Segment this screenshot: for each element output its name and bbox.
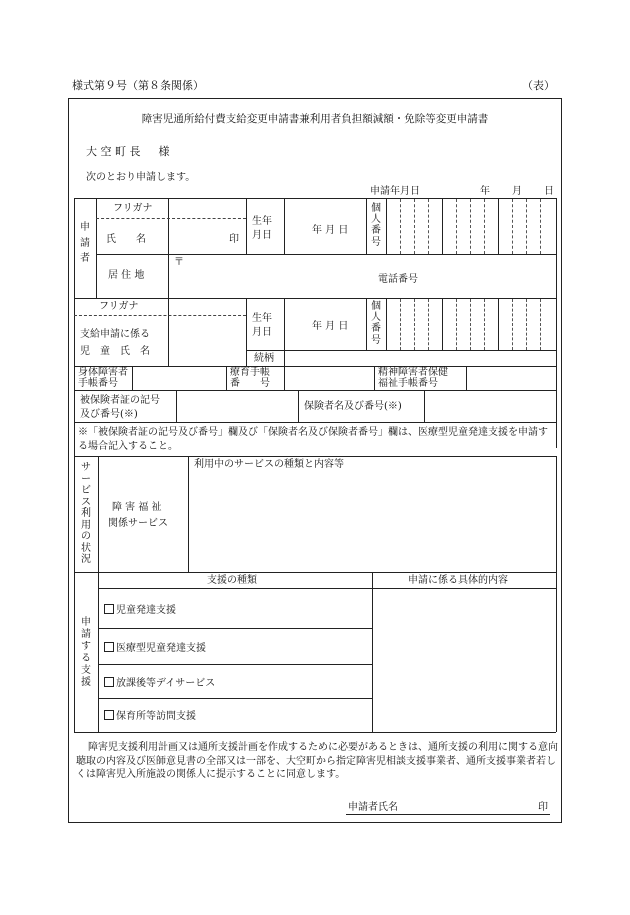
applicant-birth-label: 生年 月日 bbox=[252, 216, 272, 241]
grid-dashed bbox=[96, 218, 246, 219]
digit-divider bbox=[400, 299, 401, 350]
consent-text: 障害児支援利用計画又は通所支援計画を作成するために必要があるときは、通所支援の利用に関する意向聴取の内容及び医師意見書の全部又は一部を、大空町から指定障害児相談支援事業者、通所支援事業者若しくは障害児入所施設の関係人に提示することに同意します。 bbox=[76, 742, 558, 780]
applicant-section-label: 申 請 者 bbox=[80, 222, 90, 264]
checkbox[interactable] bbox=[104, 677, 114, 687]
grid-line bbox=[246, 198, 247, 254]
grid-line bbox=[372, 572, 373, 732]
grid-line bbox=[366, 198, 367, 254]
mental-handbook-label: 精神障害者保健 福祉手帳番号 bbox=[378, 367, 448, 389]
child-birth-label: 生年 月日 bbox=[252, 313, 272, 338]
grid-line bbox=[98, 664, 372, 665]
checkbox[interactable] bbox=[104, 604, 114, 614]
digit-divider bbox=[484, 199, 485, 254]
grid-line bbox=[556, 456, 557, 516]
grid-line bbox=[556, 516, 557, 572]
applicant-phone-label: 電話番号 bbox=[378, 274, 418, 285]
digit-divider bbox=[442, 199, 443, 254]
ryoiku-handbook-label: 療育手帳 番 号 bbox=[230, 367, 270, 389]
option-label: 放課後等デイサービス bbox=[116, 678, 216, 689]
child-relation-label: 続柄 bbox=[254, 353, 274, 364]
date-month: 月 bbox=[512, 186, 522, 197]
option-hoikusho-houmon[interactable] bbox=[104, 710, 196, 722]
grid-dashed bbox=[74, 315, 246, 316]
addressee: 大 空 町 長 様 bbox=[86, 145, 170, 158]
child-birth-value: 年 月 日 bbox=[312, 321, 349, 332]
grid-line bbox=[96, 254, 556, 255]
grid-line bbox=[74, 732, 556, 733]
grid-line bbox=[96, 198, 97, 298]
support-type-header: 支援の種類 bbox=[207, 575, 257, 586]
digit-divider bbox=[512, 299, 513, 350]
digit-divider bbox=[470, 199, 471, 254]
digit-divider bbox=[470, 299, 471, 350]
grid-line bbox=[74, 572, 556, 573]
support-side-label: 申 請 す る 支 援 bbox=[81, 617, 91, 688]
grid-line bbox=[466, 366, 467, 390]
grid-line bbox=[98, 628, 372, 629]
digit-divider bbox=[512, 199, 513, 254]
service-status-side-label: サ ー ビ ス 利 用 の 状 況 bbox=[81, 462, 91, 565]
applicant-name-label: 氏 名 bbox=[106, 234, 146, 245]
digit-divider bbox=[498, 199, 499, 254]
insurance-card-label: 被保険者証の記号 及び番号(※) bbox=[80, 395, 160, 420]
digit-divider bbox=[540, 199, 541, 254]
grid-line bbox=[226, 366, 227, 390]
option-label: 児童発達支援 bbox=[116, 605, 176, 616]
digit-divider bbox=[456, 199, 457, 254]
digit-divider bbox=[456, 299, 457, 350]
child-label-line2: 児 童 氏 名 bbox=[80, 346, 150, 357]
checkbox[interactable] bbox=[104, 710, 114, 720]
grid-line bbox=[284, 298, 285, 366]
applicant-seal: 印 bbox=[229, 234, 239, 245]
grid-line bbox=[386, 198, 387, 254]
child-mynumber-label: 個 人 番 号 bbox=[371, 301, 381, 346]
grid-line bbox=[98, 698, 372, 699]
service-label-line1: 障 害 福 祉 bbox=[112, 502, 162, 513]
grid-line bbox=[74, 572, 75, 732]
grid-line bbox=[98, 456, 99, 572]
digit-divider bbox=[526, 199, 527, 254]
grid-line bbox=[366, 298, 367, 350]
signature-label: 申請者氏名 bbox=[348, 802, 398, 813]
insurance-note: ※「被保険者証の記号及び番号」欄及び「保険者名及び保険者番号」欄は、医療型児童発達支援を申請する場合記入すること。 bbox=[78, 427, 548, 452]
digit-divider bbox=[442, 299, 443, 350]
grid-line bbox=[74, 390, 556, 391]
service-content-header: 利用中のサービスの種類と内容等 bbox=[194, 459, 344, 470]
side-label: （表） bbox=[522, 79, 555, 92]
grid-line bbox=[556, 572, 557, 732]
grid-line bbox=[168, 198, 169, 366]
grid-line bbox=[74, 422, 556, 423]
date-label: 申請年月日 bbox=[370, 186, 420, 197]
service-label-line2: 関係サービス bbox=[108, 518, 168, 529]
postal-mark: 〒 bbox=[174, 257, 184, 268]
option-label: 医療型児童発達支援 bbox=[116, 643, 206, 654]
grid-line bbox=[188, 456, 189, 572]
applicant-mynumber-label: 個 人 番 号 bbox=[371, 203, 381, 248]
grid-line bbox=[424, 390, 425, 422]
form-number: 様式第９号（第８条関係） bbox=[72, 79, 204, 92]
digit-divider bbox=[484, 299, 485, 350]
date-day: 日 bbox=[544, 186, 554, 197]
digit-divider bbox=[540, 299, 541, 350]
option-label: 保育所等訪問支援 bbox=[116, 711, 196, 722]
grid-line bbox=[74, 456, 556, 457]
grid-line bbox=[284, 366, 285, 390]
grid-line bbox=[98, 572, 99, 732]
grid-line bbox=[246, 298, 247, 366]
digit-divider bbox=[414, 299, 415, 350]
date-year: 年 bbox=[480, 186, 490, 197]
grid-line bbox=[74, 366, 556, 367]
grid-line bbox=[74, 516, 75, 572]
grid-line bbox=[176, 390, 177, 422]
grid-line bbox=[298, 390, 299, 422]
insurer-label: 保険者名及び番号(※) bbox=[304, 401, 402, 412]
signature-seal: 印 bbox=[538, 802, 548, 813]
grid-line bbox=[374, 366, 375, 390]
digit-divider bbox=[498, 299, 499, 350]
digit-divider bbox=[400, 199, 401, 254]
grid-line bbox=[284, 198, 285, 254]
digit-divider bbox=[428, 199, 429, 254]
child-label-line1: 支給申請に係る bbox=[80, 329, 150, 340]
grid-line bbox=[74, 198, 75, 516]
applicant-birth-value: 年 月 日 bbox=[312, 225, 349, 236]
grid-line bbox=[556, 198, 557, 448]
checkbox[interactable] bbox=[104, 642, 114, 652]
grid-line bbox=[386, 298, 387, 350]
intro-text: 次のとおり申請します。 bbox=[86, 172, 196, 183]
option-houkago-day[interactable] bbox=[104, 677, 215, 689]
digit-divider bbox=[414, 199, 415, 254]
child-furigana-label: フリガナ bbox=[99, 301, 139, 312]
option-iryo-jido-hattatsu[interactable] bbox=[104, 642, 206, 654]
form-title: 障害児通所給付費支給変更申請書兼利用者負担額減額・免除等変更申請書 bbox=[141, 113, 489, 125]
applicant-furigana-label: フリガナ bbox=[113, 203, 153, 214]
grid-line bbox=[132, 366, 133, 390]
physical-handbook-label: 身体障害者 手帳番号 bbox=[78, 367, 128, 389]
grid-line bbox=[246, 350, 556, 351]
grid-line bbox=[98, 588, 556, 589]
option-jido-hattatsu[interactable] bbox=[104, 604, 176, 616]
support-detail-header: 申請に係る具体的内容 bbox=[408, 575, 508, 586]
digit-divider bbox=[428, 299, 429, 350]
digit-divider bbox=[526, 299, 527, 350]
applicant-address-label: 居 住 地 bbox=[108, 270, 145, 281]
